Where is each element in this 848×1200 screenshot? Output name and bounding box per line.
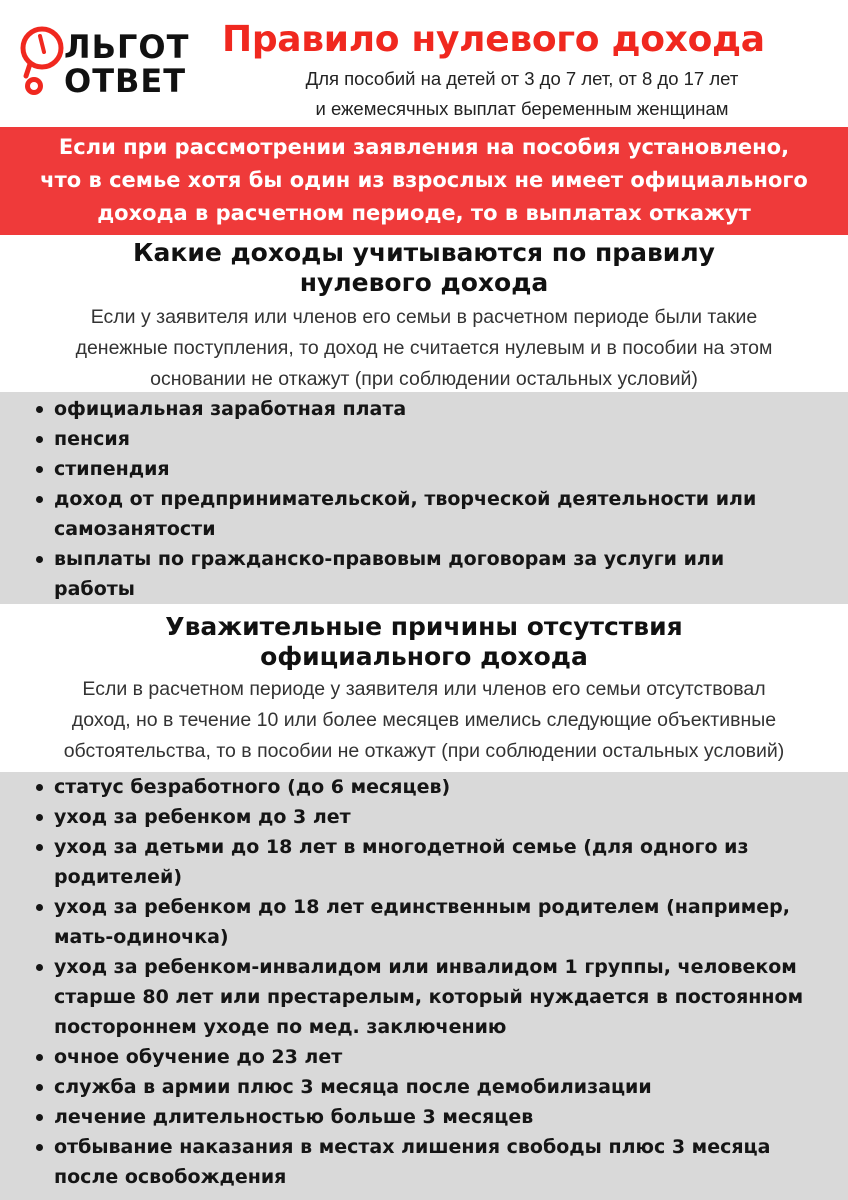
list-item-text: выплаты по гражданско-правовым договорам за услуги или xyxy=(54,548,725,570)
section-description xyxy=(0,302,848,395)
list-item-text: официальная заработная плата xyxy=(54,398,407,420)
list-item-text: доход от предпринимательской, творческой деятельности или xyxy=(54,488,757,510)
list-item-text: стипендия xyxy=(54,458,170,480)
description-line: денежные поступления, то доход не считается нулевым и в пособии на этом xyxy=(75,337,773,359)
list-item-text: уход за ребенком до 3 лет xyxy=(54,806,351,828)
section-heading xyxy=(0,612,848,672)
list-item-text: родителей) xyxy=(54,866,183,888)
list-item xyxy=(36,1072,828,1102)
page-subtitle xyxy=(222,64,822,124)
subtitle-line: Для пособий на детей от 3 до 7 лет, от 8 до 17 лет xyxy=(305,68,739,89)
list-item xyxy=(36,772,828,802)
valid-reasons-list xyxy=(0,772,848,1192)
list-item-text: статус безработного (до 6 месяцев) xyxy=(54,776,451,798)
description-line: Если у заявителя или членов его семьи в расчетном периоде были такие xyxy=(90,306,758,328)
list-item-text: после освобождения xyxy=(54,1166,287,1188)
valid-reasons-section-header xyxy=(0,608,848,770)
banner-line: дохода в расчетном периоде, то в выплатах откажут xyxy=(97,201,751,225)
valid-reasons-list-panel xyxy=(0,772,848,1200)
list-item-text: уход за ребенком до 18 лет единственным родителем (например, xyxy=(54,896,790,918)
heading-line: Уважительные причины отсутствия xyxy=(165,612,683,641)
list-item xyxy=(36,1132,828,1192)
page-title: Правило нулевого дохода xyxy=(222,19,765,60)
list-item-text: старше 80 лет или престарелым, который нуждается в постоянном xyxy=(54,986,804,1008)
list-item xyxy=(36,892,828,952)
list-item xyxy=(36,952,828,1042)
section-heading xyxy=(0,238,848,298)
income-section-header xyxy=(0,238,848,390)
logo-text-line2: ОТВЕТ xyxy=(64,62,187,100)
list-item xyxy=(36,1042,828,1072)
section-description xyxy=(0,674,848,767)
list-item-text: мать-одиночка) xyxy=(54,926,229,948)
subtitle-line: и ежемесячных выплат беременным женщинам xyxy=(315,98,729,119)
list-item-text: пенсия xyxy=(54,428,130,450)
description-line: Если в расчетном периоде у заявителя или членов его семьи отсутствовал xyxy=(82,678,766,700)
warning-banner xyxy=(0,127,848,235)
list-item-text: отбывание наказания в местах лишения свободы плюс 3 месяца xyxy=(54,1136,771,1158)
list-item xyxy=(36,484,828,544)
heading-line: Какие доходы учитываются по правилу xyxy=(133,238,715,267)
logo-text-line1: ЛЬГОТ xyxy=(64,28,190,66)
list-item-text: очное обучение до 23 лет xyxy=(54,1046,343,1068)
banner-line: Если при рассмотрении заявления на пособия установлено, xyxy=(58,135,790,159)
list-item xyxy=(36,544,828,604)
list-item xyxy=(36,394,828,424)
list-item xyxy=(36,424,828,454)
description-line: доход, но в течение 10 или более месяцев имелись следующие объективные xyxy=(71,709,777,731)
logo xyxy=(18,22,218,104)
list-item-text: служба в армии плюс 3 месяца после демобилизации xyxy=(54,1076,652,1098)
list-item xyxy=(36,454,828,484)
list-item-text: уход за ребенком-инвалидом или инвалидом 1 группы, человеком xyxy=(54,956,797,978)
list-item xyxy=(36,1102,828,1132)
description-line: обстоятельства, то в пособии не откажут (при соблюдении остальных условий) xyxy=(63,740,785,762)
list-item xyxy=(36,832,828,892)
list-item xyxy=(36,802,828,832)
description-line: основании не откажут (при соблюдении остальных условий) xyxy=(150,368,698,390)
list-item-text: постороннем уходе по мед. заключению xyxy=(54,1016,507,1038)
header xyxy=(0,0,848,125)
income-list xyxy=(0,392,848,604)
banner-line: что в семье хотя бы один из взрослых не имеет официального xyxy=(40,168,808,192)
heading-line: нулевого дохода xyxy=(299,268,549,297)
list-item-text: уход за детьми до 18 лет в многодетной семье (для одного из xyxy=(54,836,749,858)
income-list-panel xyxy=(0,392,848,604)
list-item-text: самозанятости xyxy=(54,518,216,540)
list-item-text: лечение длительностью больше 3 месяцев xyxy=(54,1106,534,1128)
list-item-text: работы xyxy=(54,578,135,600)
heading-line: официального дохода xyxy=(260,642,588,671)
